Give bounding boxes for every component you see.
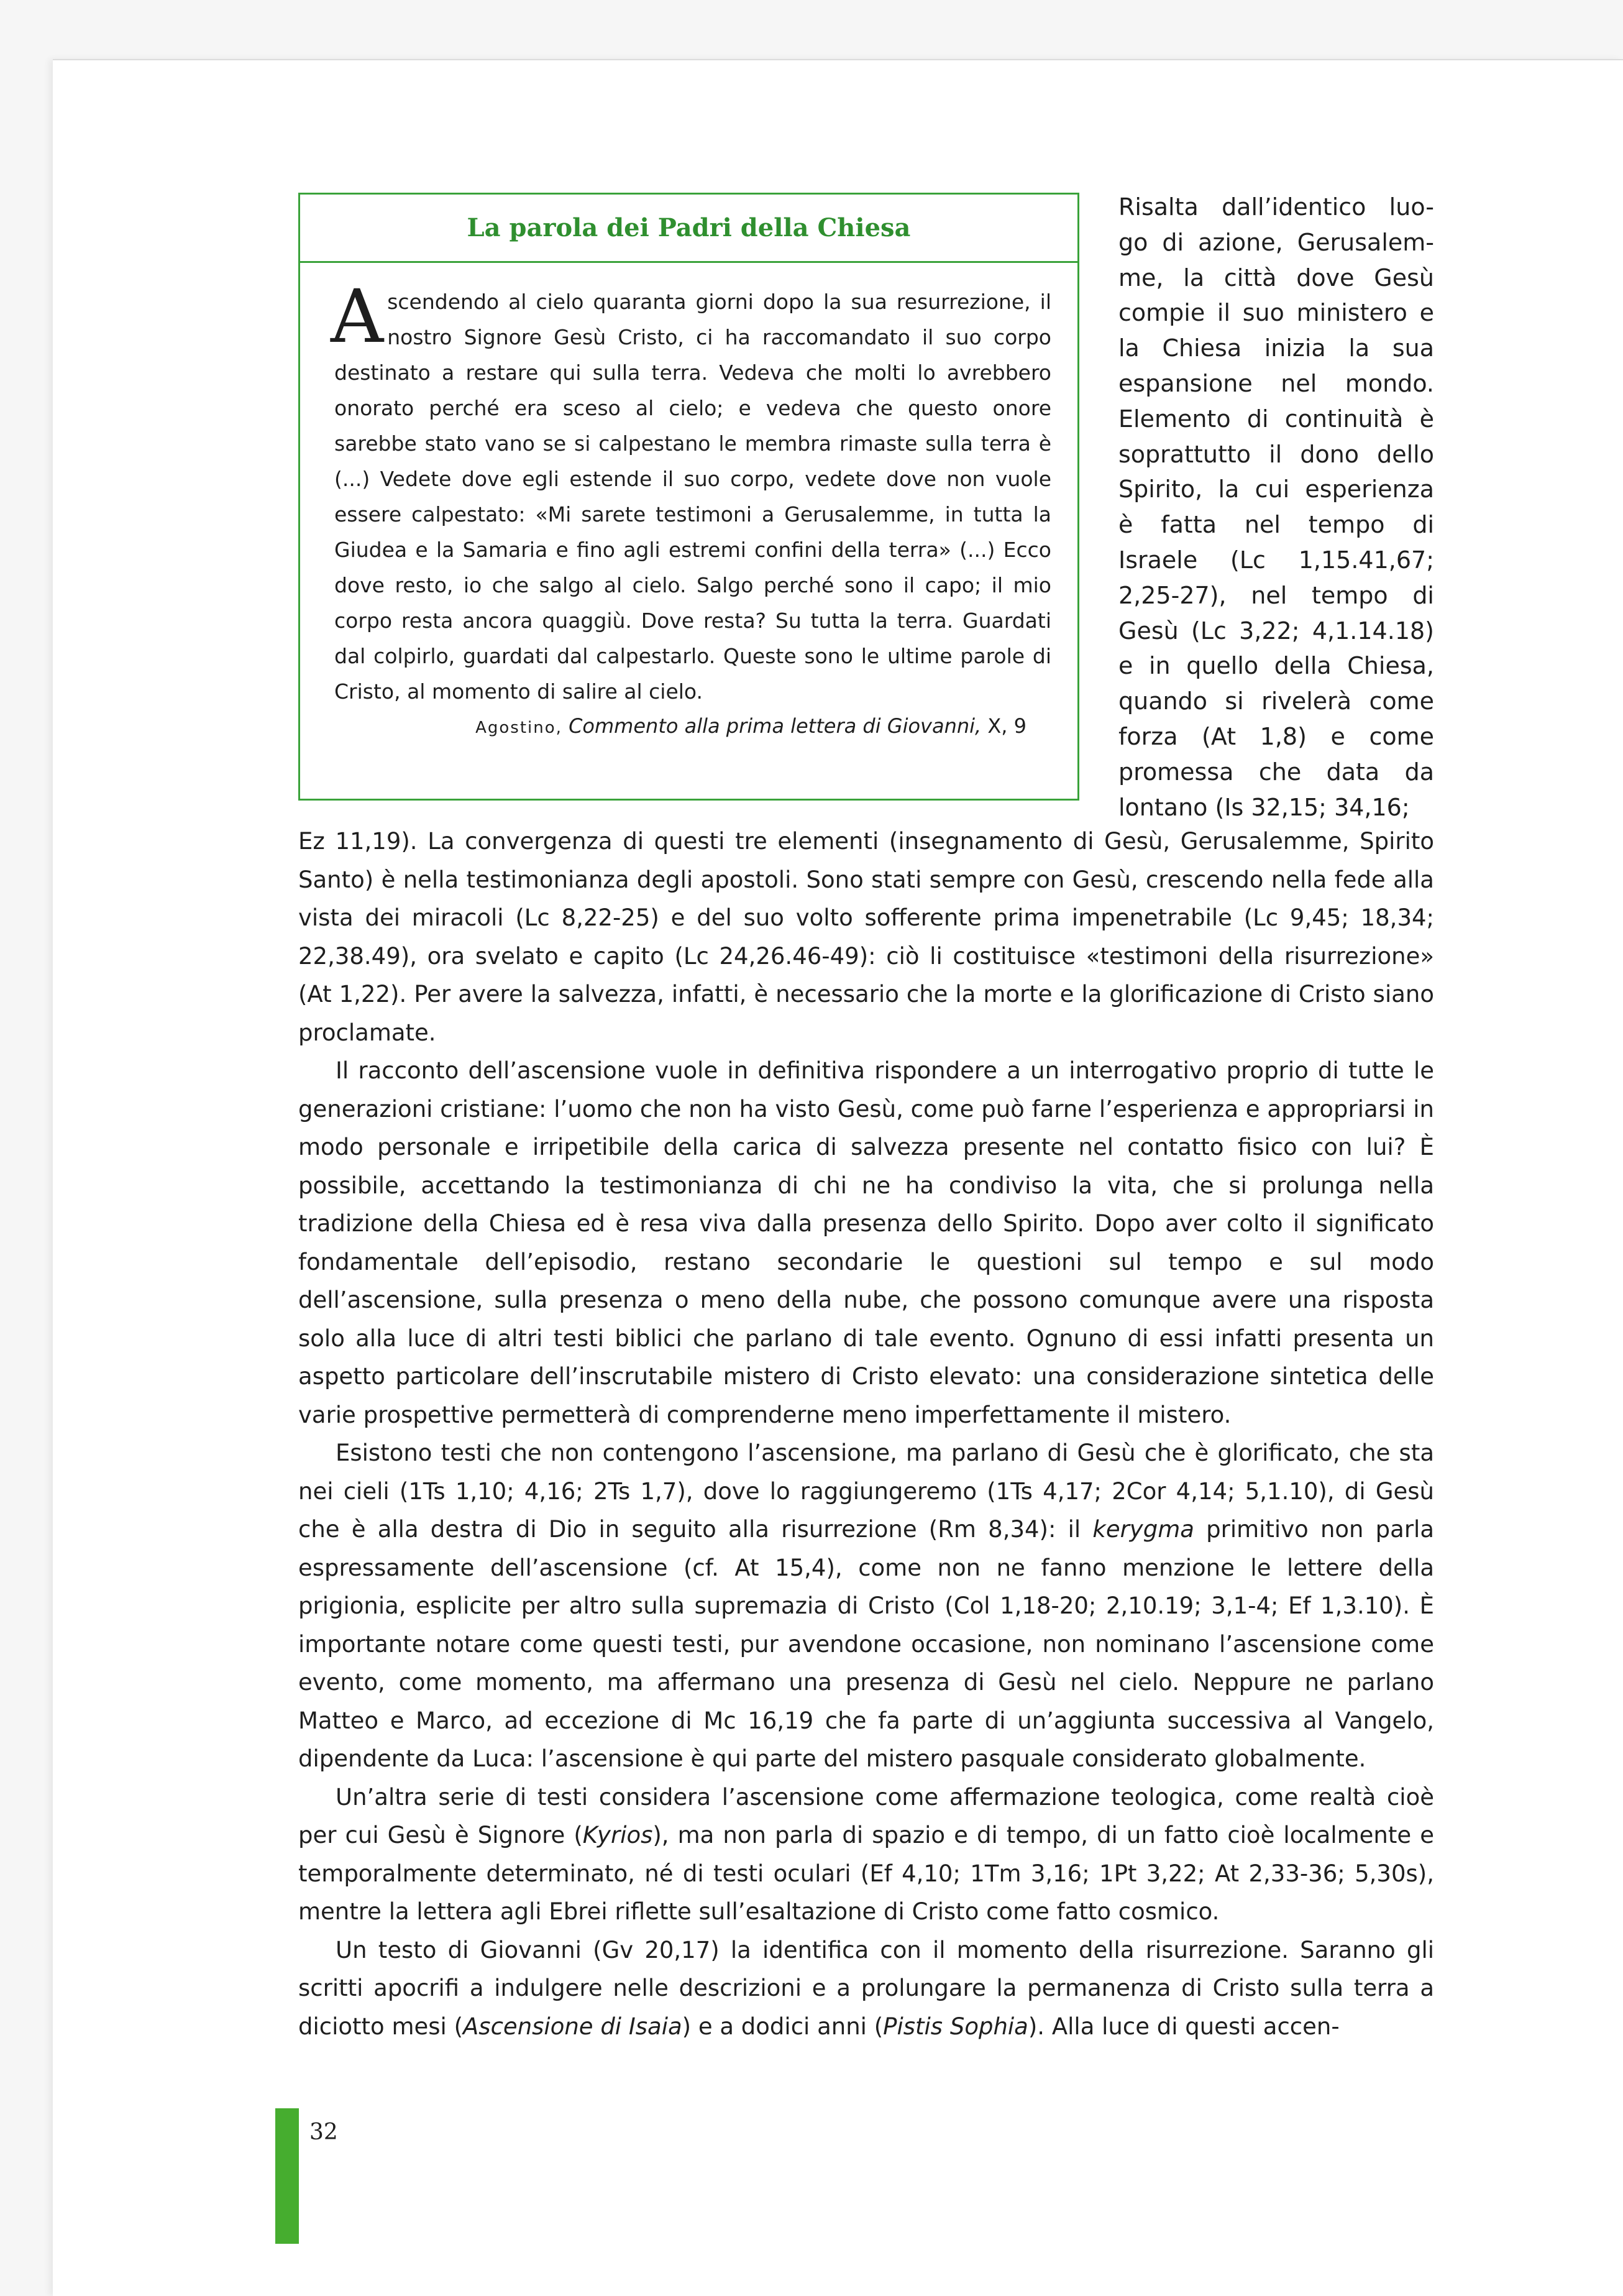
drop-cap: A xyxy=(331,273,384,359)
box-title: La parola dei Padri della Chiesa xyxy=(300,195,1077,263)
pistis-title: Pistis Sophia xyxy=(883,2013,1028,2040)
attribution-work: Commento alla prima lettera di Giovanni, xyxy=(569,714,982,738)
side-line: soprattutto il dono dello xyxy=(1118,440,1434,468)
side-line: espansione nel mondo. xyxy=(1118,369,1434,397)
side-line: è fatta nel tempo di xyxy=(1118,511,1434,539)
paragraph-2: Il racconto dell’ascensione vuole in definitiva rispondere a un interrogativo proprio di tutte le generazioni cristiane: l’uomo che non ha visto Gesù, come può farne l’esperienza e appropriarsi in modo personale e irripetibile della carica di salvezza presente nel contatto fisico con lui? È possibile, accettando la testimonianza di chi ne ha condiviso la vita, che si prolunga nella tradizione della Chiesa ed è resa viva dalla presenza dello Spirito. Dopo aver colto il significato fondamentale dell’episodio, restano secondarie le questioni sul tempo e sul modo dell’ascensione, sulla presenza o meno della nube, che possono comunque avere una risposta solo alla luce di altri testi biblici che parlano di tale evento. Ognuno di essi infatti presenta un aspetto particolare dell’inscrutabile mistero di Cristo elevato: una considerazione sintetica delle varie prospettive permetterà di comprenderne meno imperfettamente il mistero. xyxy=(298,1057,1434,1428)
side-line: la Chiesa inizia la sua xyxy=(1118,334,1434,362)
side-line: Israele (Lc 1,15.41,67; xyxy=(1118,546,1434,574)
attribution-ref: X, 9 xyxy=(987,714,1026,738)
side-line: forza (At 1,8) e come xyxy=(1118,722,1434,750)
side-line: Spirito, la cui esperienza xyxy=(1118,475,1434,503)
box-quote-text: scendendo al cielo quaranta giorni dopo la sua resurrezione, il nostro Signore Gesù Cristo, ci ha raccomandato il suo corpo destinato a restare qui sulla terra. Vedeva che molti lo avrebbero onorato perché era sceso al cielo; e vedeva che questo onore sarebbe stato vano se si calpestano le membra rimaste sulla terra è (...) Vedete dove egli estende il suo corpo, vedete dove non vuole essere calpestato: «Mi sarete testimoni a Gerusalemme, in tutta la Giudea e la Samaria e fino agli estremi confini della terra» (...) Ecco dove resto, io che salgo al cielo. Salgo perché sono il capo; il mio corpo resta ancora quaggiù. Dove resta? Su tutta la terra. Guardati dal colpirlo, guardati dal calpestarlo. Queste sono le ultime parole di Cristo, al momento di salire al cielo. xyxy=(334,290,1051,704)
side-line: Risalta dall’identico luo- xyxy=(1118,193,1434,221)
side-line: Gesù (Lc 3,22; 4,1.14.18) xyxy=(1118,617,1434,645)
paragraph-5-part-a: Un testo di Giovanni (Gv 20,17) la identifica con il momento della risurrezione. Saranno gli scritti apocrifi a indulgere nelle descrizioni e a prolungare la permanenza di Cristo sulla terra a diciotto mesi ( xyxy=(298,1936,1434,2040)
box-quote xyxy=(331,273,1051,709)
main-text xyxy=(298,822,1434,2046)
page-number: 32 xyxy=(309,2119,338,2145)
side-line: me, la città dove Gesù xyxy=(1118,264,1434,292)
side-line: 2,25-27), nel tempo di xyxy=(1118,581,1434,609)
page-marker-bar xyxy=(275,2108,299,2244)
attribution-author: Agostino, xyxy=(475,719,562,737)
side-line: Elemento di continuità è xyxy=(1118,405,1434,433)
kyrios-term: Kyrios xyxy=(582,1822,653,1848)
paragraph-3 xyxy=(298,1434,1434,1778)
paragraph-4 xyxy=(298,1778,1434,1931)
paragraph-5 xyxy=(298,1931,1434,2046)
paragraph-5-part-c: ). Alla luce di questi accen- xyxy=(1028,2013,1340,2040)
side-column xyxy=(1118,190,1434,825)
paragraph-4-part-a: Un’altra serie di testi considera l’ascensione come affermazione teologica, come realtà cioè per cui Gesù è Signore ( xyxy=(298,1783,1434,1848)
paragraph-1: Ez 11,19). La convergenza di questi tre elementi (insegnamento di Gesù, Gerusalemme, Spirito Santo) è nella testimonianza degli apostoli. Sono stati sempre con Gesù, crescendo nella fede alla vista dei miracoli (Lc 8,22-25) e del suo volto sofferente prima impenetrabile (Lc 9,45; 18,34; 22,38.49), ora svelato e capito (Lc 24,26.46-49): ciò li costituisce «testimoni della risurrezione» (At 1,22). Per avere la salvezza, infatti, è necessario che la morte e la glorificazione di Cristo siano proclamate. xyxy=(298,828,1434,1046)
paragraph-5-part-b: ) e a dodici anni ( xyxy=(682,2013,884,2040)
box-body xyxy=(300,263,1077,742)
kerygma-term: kerygma xyxy=(1092,1516,1194,1543)
side-line: e in quello della Chiesa, xyxy=(1118,652,1434,680)
side-line: compie il suo ministero e xyxy=(1118,299,1434,327)
isaia-title: Ascensione di Isaia xyxy=(463,2013,682,2040)
paragraph-4-part-b: ), ma non parla di spazio e di tempo, di un fatto cioè localmente e temporalmente determinato, né di testi oculari (Ef 4,10; 1Tm 3,16; 1Pt 3,22; At 2,33-36; 5,30s), mentre la lettera agli Ebrei riflette sull’esaltazione di Cristo come fatto cosmico. xyxy=(298,1822,1434,1925)
side-line: quando si rivelerà come xyxy=(1118,687,1434,715)
side-line: lontano (Is 32,15; 34,16; xyxy=(1118,793,1410,821)
side-line: go di azione, Gerusalem- xyxy=(1118,228,1434,256)
box-attribution xyxy=(334,712,1051,742)
side-line: promessa che data da xyxy=(1118,758,1434,786)
paragraph-3-part-a: Esistono testi che non contengono l’ascensione, ma parlano di Gesù che è glorificato, che sta nei cieli (1Ts 1,10; 4,16; 2Ts 1,7), dove lo raggiungeremo (1Ts 4,17; 2Cor 4,14; 5,1.10), di Gesù che è alla destra di Dio in seguito alla risurrezione (Rm 8,34): il xyxy=(298,1440,1434,1543)
paragraph-3-part-b: primitivo non parla espressamente dell’ascensione (cf. At 15,4), come non ne fanno menzione le lettere della prigionia, esplicite per altro sulla supremazia di Cristo (Col 1,18-20; 2,10.19; 3,1-4; Ef 1,3.10). È importante notare come questi testi, pur avendone occasione, non nominano l’ascensione come evento, come momento, ma affermano una presenza di Gesù nel cielo. Neppure ne parlano Matteo e Marco, ad eccezione di Mc 16,19 che fa parte di un’aggiunta successiva al Vangelo, dipendente da Luca: l’ascensione è qui parte del mistero pasquale considerato globalmente. xyxy=(298,1516,1434,1772)
patristic-quote-box xyxy=(298,193,1079,801)
